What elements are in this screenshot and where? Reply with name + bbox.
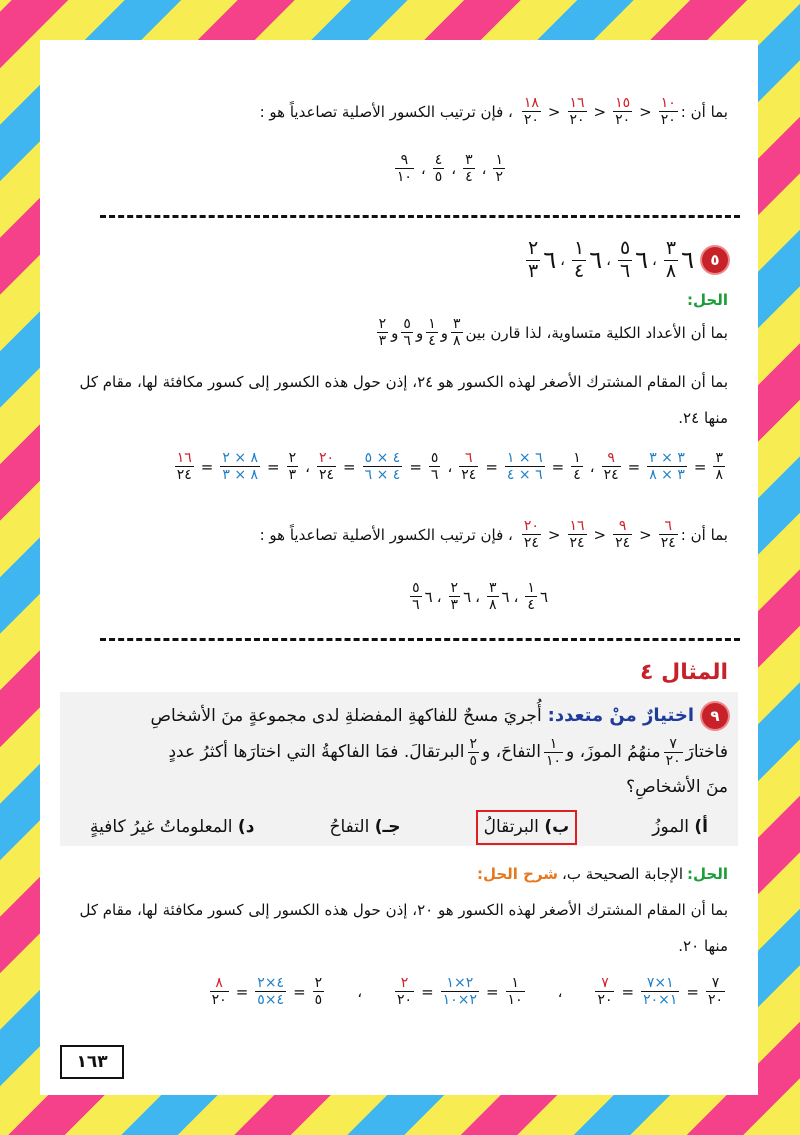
solution-label: الحل: xyxy=(687,291,728,309)
lcd-statement: بما أن المقام المشترك الأصغر لهذه الكسور هو ٢٤، إذن حول هذه الكسور إلى كسور مكافئة لها، مقام كل منها ٢٤. xyxy=(79,373,728,427)
order-statement-1: بما أن : $\frac{١٠}{٢٠}$ < $\frac{١٥}{٢٠}$ < $\frac{١٦}{٢٠}$ < $\frac{١٨}{٢٠}$ ، فإن ترتيب الكسور الأصلية تصاعدياً هو : xyxy=(259,95,728,129)
equivalent-fractions-2: $\frac{٧}{٢٠}$ = $\frac{١\times ٧}{١\times ٢٠}$ = $\frac{٧}{٢٠}$ ، $\frac{١}{١٠}$ = $\frac{٢\times ١}{٢\times ١٠}$ = $\frac{٢}{٢٠}$ ، $\frac{٢}{٥}$ = $\frac{٤\times ٢}{٤\times ٥}$ = $\frac{٨}{٢٠}$ xyxy=(211,975,723,1009)
fraction: $\frac{١٠}{٢٠}$ xyxy=(660,95,676,129)
question-9-line1: ٩ اختيارٌ منْ متعدد: أُجريَ مسحٌ للفاكهةِ المفضلةِ لدى مجموعةٍ منَ الأشخاصِ xyxy=(70,702,728,731)
question-9-line2: فاختارَ $\frac{٧}{٢٠}$ منهُمُ الموزَ، و $\frac{١}{١٠}$ التفاحَ، و $\frac{٢}{٥}$ البرتقالَ. فمَا الفاكهةُ التي اختارَها أكثرُ عددٍ xyxy=(168,736,728,770)
answer-line: الحل: الإجابة الصحيحة ب، شرح الحل: xyxy=(476,865,728,883)
fraction: $\frac{١٥}{٢٠}$ xyxy=(615,95,631,129)
order-statement-2: بما أن : $\frac{٦}{٢٤}$ < $\frac{٩}{٢٤}$ < $\frac{١٦}{٢٤}$ < $\frac{٢٠}{٢٤}$ ، فإن ترتيب الكسور الأصلية تصاعدياً هو : xyxy=(259,518,728,552)
fraction: $\frac{١٨}{٢٠}$ xyxy=(523,95,539,129)
question-9-line3: منَ الأشخاصِ؟ xyxy=(626,777,728,797)
compare-statement: بما أن الأعداد الكلية متساوية، لذا قارن بين $\frac{٣}{٨}$ و $\frac{١}{٤}$ و $\frac{٥}{٦}$ و $\frac{٢}{٣}$ xyxy=(378,316,728,350)
choice-a[interactable]: أ) الموزُ xyxy=(652,817,708,837)
lcd-statement-2: بما أن المقام المشترك الأصغر لهذه الكسور هو ٢٠، إذن حول هذه الكسور إلى كسور مكافئة لها، مقام كل منها ٢٠. xyxy=(79,901,728,955)
choice-d[interactable]: د) المعلوماتُ غيرُ كافيةٍ xyxy=(90,817,255,837)
choice-c[interactable]: جـ) التفاحُ xyxy=(329,817,401,837)
choice-b[interactable]: ب) البرتقالُ xyxy=(476,810,578,845)
answer-1: $\frac{١}{٢}$ ، $\frac{٣}{٤}$ ، $\frac{٤}{٥}$ ، $\frac{٩}{١٠}$ xyxy=(396,152,503,186)
fraction: $\frac{١٦}{٢٠}$ xyxy=(569,95,585,129)
equivalent-fractions: $\frac{٣}{٨}$ = $\frac{٣ \times ٣}{٣ \times ٨}$ = $\frac{٩}{٢٤}$ ، $\frac{١}{٤}$ = $\frac{٦ \times ١}{٦ \times ٤}$ = $\frac{٦}{٢٤}$ ، $\frac{٥}{٦}$ = $\frac{٤ \times ٥}{٤ \times ٦}$ = $\frac{٢٠}{٢٤}$ ، $\frac{٢}{٣}$ = $\frac{٨ \times ٢}{٨ \times ٣}$ = $\frac{١٦}{٢٤}$ xyxy=(176,450,723,484)
example-title: المثال ٤ xyxy=(640,660,728,685)
divider xyxy=(100,638,740,644)
question-5: ٥ ٦ $\frac{٣}{٨}$ ، ٦ $\frac{٥}{٦}$ ، ٦ $\frac{١}{٤}$ ، ٦ $\frac{٢}{٣}$ xyxy=(70,238,728,283)
page xyxy=(40,40,758,1095)
choices xyxy=(70,810,728,845)
divider xyxy=(100,215,740,221)
text: بما أن : xyxy=(680,102,728,121)
question-number-badge: ٥ xyxy=(702,247,728,273)
answer-5: ٦ $\frac{١}{٤}$ ، ٦ $\frac{٣}{٨}$ ، ٦ $\frac{٢}{٣}$ ، ٦ $\frac{٥}{٦}$ xyxy=(412,580,548,614)
page-number: ١٦٣ xyxy=(60,1045,124,1079)
